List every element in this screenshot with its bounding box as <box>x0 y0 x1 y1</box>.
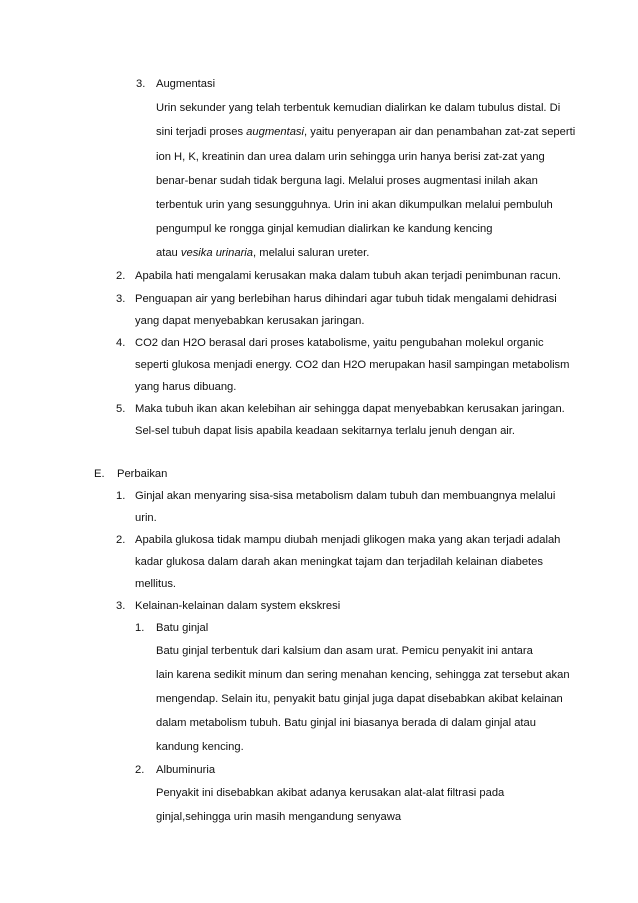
list-item-number: 3. <box>116 293 126 305</box>
list-item-line: yang harus dibuang. <box>135 381 237 393</box>
sub-item-title: Albuminuria <box>156 764 216 776</box>
list-item-number: 1. <box>116 490 126 502</box>
list-item-line: seperti glukosa menjadi energy. CO2 dan H2O merupakan hasil sampingan metabolism <box>135 359 570 371</box>
list-item-line: Apabila hati mengalami kerusakan maka dalam tubuh akan terjadi penimbunan racun. <box>135 270 562 282</box>
sub-item-number: 1. <box>135 622 145 634</box>
paragraph-line: mengendap. Selain itu, penyakit batu ginjal juga dapat disebabkan akibat kelainan <box>156 693 563 705</box>
sub-item-title: Augmentasi <box>156 78 216 90</box>
paragraph-line: Penyakit ini disebabkan akibat adanya kerusakan alat-alat filtrasi pada <box>156 787 505 799</box>
paragraph-line: Urin sekunder yang telah terbentuk kemudian dialirkan ke dalam tubulus distal. Di <box>156 102 561 114</box>
list-item-line: Maka tubuh ikan akan kelebihan air sehingga dapat menyebabkan kerusakan jaringan. <box>135 403 565 415</box>
list-item-line: kadar glukosa dalam darah akan meningkat tajam dan terjadilah kelainan diabetes <box>135 556 543 568</box>
list-item-line: urin. <box>135 512 157 524</box>
paragraph-line: benar-benar sudah tidak berguna lagi. Melalui proses augmentasi inilah akan <box>156 175 538 187</box>
list-item-number: 4. <box>116 337 126 349</box>
list-item-line: yang dapat menyebabkan kerusakan jaringan. <box>135 315 365 327</box>
paragraph-line: lain karena sedikit minum dan sering menahan kencing, sehingga zat tersebut akan <box>156 669 570 681</box>
italic-term: augmentasi <box>246 126 305 138</box>
sub-item-number: 2. <box>135 764 145 776</box>
section-letter: E. <box>94 468 105 480</box>
list-item-line: Ginjal akan menyaring sisa-sisa metabolism dalam tubuh dan membuangnya melalui <box>135 490 556 502</box>
paragraph-line: Batu ginjal terbentuk dari kalsium dan asam urat. Pemicu penyakit ini antara <box>156 645 533 657</box>
paragraph-line: atau vesika urinaria, melalui saluran ureter. <box>156 247 370 259</box>
list-item-number: 3. <box>116 600 126 612</box>
sub-item-title: Batu ginjal <box>156 622 209 634</box>
paragraph-line: terbentuk urin yang sesungguhnya. Urin ini akan dikumpulkan melalui pembuluh <box>156 199 553 211</box>
italic-term: vesika urinaria <box>180 247 254 259</box>
paragraph-line: ion H, K, kreatinin dan urea dalam urin sehingga urin hanya berisi zat-zat yang <box>156 151 545 163</box>
paragraph-line: sini terjadi proses augmentasi, yaitu penyerapan air dan penambahan zat-zat seperti <box>156 126 576 138</box>
list-item-line: Kelainan-kelainan dalam system ekskresi <box>135 600 341 612</box>
list-item-line: CO2 dan H2O berasal dari proses katabolisme, yaitu pengubahan molekul organic <box>135 337 544 349</box>
list-item-number: 2. <box>116 270 126 282</box>
sub-item-number: 3. <box>136 78 146 90</box>
list-item-line: Apabila glukosa tidak mampu diubah menjadi glikogen maka yang akan terjadi adalah <box>135 534 561 546</box>
list-item-line: Sel-sel tubuh dapat lisis apabila keadaan sekitarnya terlalu jenuh dengan air. <box>135 425 516 437</box>
paragraph-line: kandung kencing. <box>156 741 244 753</box>
list-item-line: Penguapan air yang berlebihan harus dihindari agar tubuh tidak mengalami dehidrasi <box>135 293 557 305</box>
paragraph-line: dalam metabolism tubuh. Batu ginjal ini biasanya berada di dalam ginjal atau <box>156 717 536 729</box>
paragraph-line: pengumpul ke rongga ginjal kemudian dialirkan ke kandung kencing <box>156 223 493 235</box>
section-title: Perbaikan <box>117 468 168 480</box>
list-item-number: 2. <box>116 534 126 546</box>
list-item-number: 5. <box>116 403 126 415</box>
paragraph-line: ginjal,sehingga urin masih mengandung senyawa <box>156 811 402 823</box>
list-item-line: mellitus. <box>135 578 177 590</box>
